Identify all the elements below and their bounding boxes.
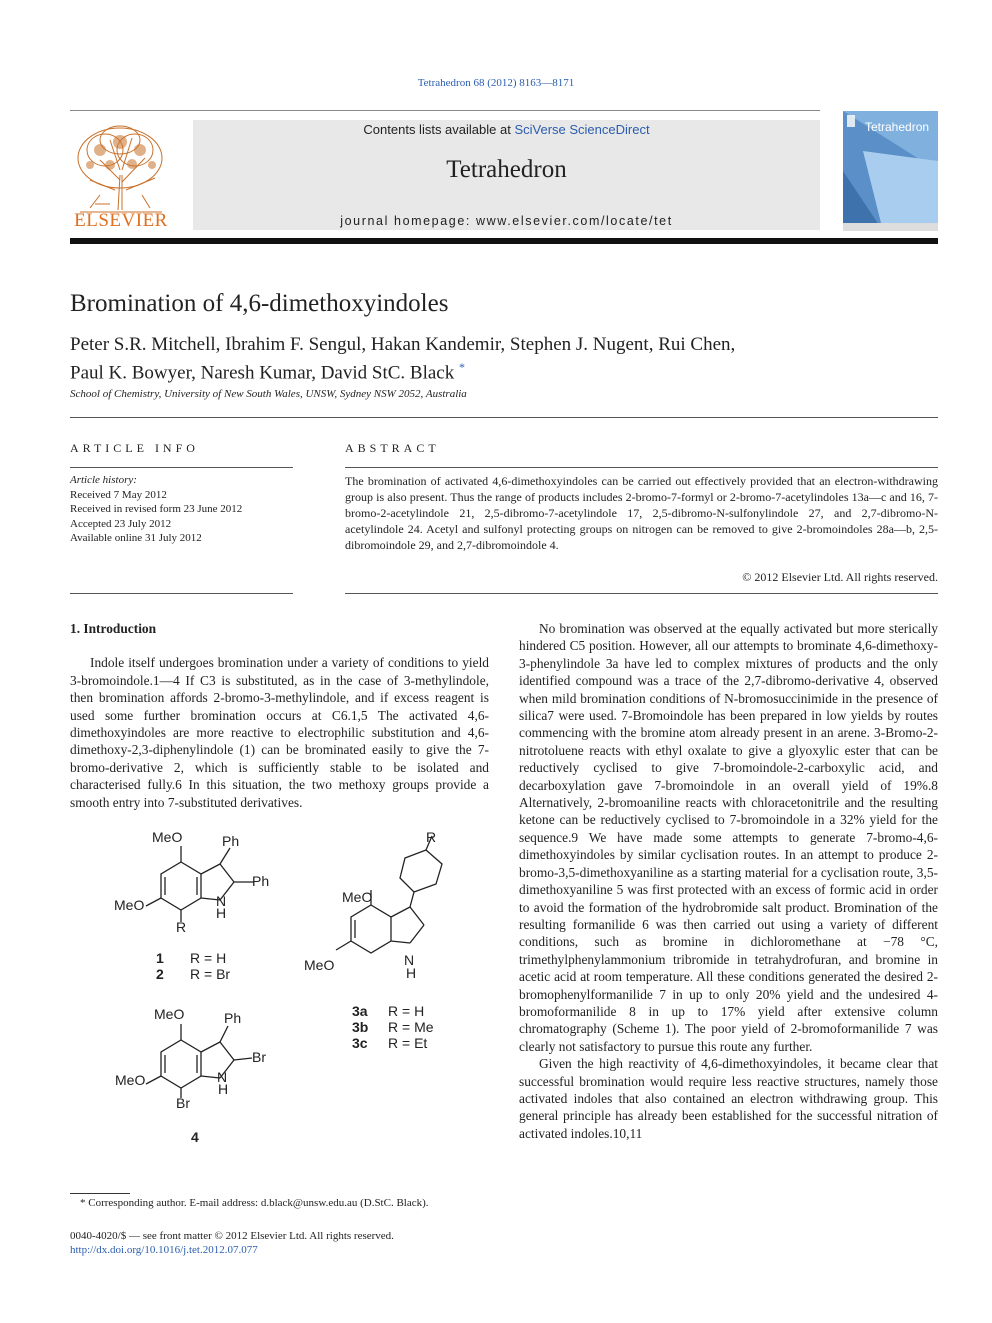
structure-4 [146, 1024, 252, 1098]
right-paragraph-2: Given the high reactivity of 4,6-dimethoxyindoles, it became clear that successful bromination would require less reactive structures, namely those activated indoles that also contained an electron withdrawing group. This general principle has already been established for the successful nitration of activated indoles.10,11 [519, 1056, 938, 1141]
s1-r: R [176, 919, 187, 935]
s1-meo-bottom: MeO [114, 897, 145, 913]
publisher-name: ELSEVIER [74, 210, 168, 231]
left-column [70, 620, 489, 811]
compound-3a-label: 3a [352, 1003, 368, 1019]
front-matter [70, 1229, 394, 1257]
history-received: Received 7 May 2012 [70, 488, 167, 501]
s4-ph: Ph [224, 1010, 242, 1026]
author-list [70, 334, 735, 384]
compound-3b-label: 3b [352, 1019, 369, 1035]
journal-homepage[interactable]: journal homepage: www.elsevier.com/locate/tet [340, 214, 673, 228]
s3-r: R [426, 829, 437, 845]
journal-cover [843, 111, 938, 231]
article-info-bottom-rule [70, 593, 293, 594]
s3-h: H [406, 965, 417, 981]
s4-meo-top: MeO [154, 1006, 185, 1022]
journal-title: Tetrahedron [446, 156, 567, 183]
contents-line [193, 122, 820, 137]
abstract-copyright: © 2012 Elsevier Ltd. All rights reserved. [742, 570, 938, 584]
authors-line-1: Peter S.R. Mitchell, Ibrahim F. Sengul, Hakan Kandemir, Stephen J. Nugent, Rui Chen, [70, 334, 736, 355]
authors-line-2: Paul K. Bowyer, Naresh Kumar, David StC. Black [70, 362, 455, 384]
contents-prefix: Contents lists available at [363, 122, 511, 137]
structure-1-2 [146, 846, 254, 922]
intro-paragraph: Indole itself undergoes bromination under a variety of conditions to yield 3-bromoindole.1—4 If C3 is substituted, as in the case of 3-methylindole, then bromination affords 2-bromo-3-methylindole, and if excess reagent is used some further bromination occurs at C6.1,5 The activated 4,6-dimethoxyindoles are more reactive to electrophilic substitution and 4,6-dimethoxy-2,3-diphenylindole (1) can be brominated easily to give the 7-bromo-derivative 2, which is sufficiently stable to be isolated and characterised fully.6 In this situation, the two methoxy groups provide a smooth entry into 7-substituted derivatives. [70, 655, 489, 810]
article-info-heading: ARTICLE INFO [70, 441, 199, 455]
cover-title: Tetrahedron [865, 120, 930, 134]
s4-br-7: Br [176, 1095, 190, 1111]
corresponding-author-footnote: * Corresponding author. E-mail address: d.black@unsw.edu.au (D.StC. Black). [80, 1197, 429, 1209]
doi-link[interactable]: http://dx.doi.org/10.1016/j.tet.2012.07.077 [70, 1244, 258, 1256]
issn-line: 0040-4020/$ — see front matter © 2012 Elsevier Ltd. All rights reserved. [70, 1230, 394, 1242]
right-paragraph-1: No bromination was observed at the equally activated but more sterically hindered C5 position. However, all our attempts to brominate 4,6-dimethoxy-3-phenylindole 3a have led to complex mixtures of products and the only identified compound was a trace of the 2,7-dibromo-derivative 4, observed when mild bromination conditions of N-bromosuccinimide in the presence of silica7 were used. 7-Bromoindole has been prepared in low yields by routes commencing with the bromine atom already present in an arene. 3-Bromo-2-nitrotoluene reacts with ethyl oxalate to give a glyoxylic ester that can be reductively cyclised to give 7-bromoindole-2-carboxylic acid, and decarboxylation gave 7-bromoindole in an overall yield of 19%.8 Alternatively, 2-bromoaniline reacts with chloracetonitrile and the resulting ketone can be reductively cyclised to 7-bromoindole in a 32% yield for the sequence.9 We have made some attempts to generate 7-bromo-4,6-dimethoxyindoles by similar cyclisation routes. In an attempt to produce 2-bromo-3,5-dimethoxyaniline as a starting material for a cyclisation route, 3,5-dimethoxyaniline 5 was first protected with an excess of formic acid in order to avoid the formation of the hydrobromide salt product. Bromination of the resulting formanilide 6 was then carried out using a variety of different conditions, such as bromine in dichloromethane at −78 °C, trimethylphenylammonium tribromide in tetrahydrofuran, and bromine in acetic acid at room temperature. All these conditions generated the desired 2-bromophenylformanilide 7 in up to only 20% yield and the undesired 4-bromoformanilide 8 in up to 17% yield after extensive column chromatography (Scheme 1). The poor yield of 2-bromoformanilide 7 was clearly not satisfactory to pursue this route any further. [519, 621, 938, 1054]
journal-masthead [193, 120, 820, 230]
compound-3c-label: 3c [352, 1035, 368, 1051]
abstract-text: The bromination of activated 4,6-dimethoxyindoles can be carried out effectively provided that an electron-withdrawing group is also present. Thus the range of products includes 2-bromo-7-formyl or 2-bromo-7-acetylindoles 13a—c and 16, 7-bromo-2-acetylindole 21, 2,5-dibromo-7-acetylindole 17, 2,5-dibromo-N-sulfonylindole 27, and 2,7-dibromo-N-acetylindole 24. Acetyl and sulfonyl protecting groups on nitrogen can be removed to give 2-bromoindoles 28a—b, 2,5-dibromoindole 29, and 2,7-dibromoindole 4. [345, 474, 938, 552]
sciencedirect-link[interactable]: SciVerse ScienceDirect [514, 122, 650, 137]
right-column [519, 620, 938, 1142]
abstract-rule [345, 467, 938, 468]
article-title: Bromination of 4,6-dimethoxyindoles [70, 290, 449, 317]
elsevier-logo [70, 120, 172, 232]
s4-n: N [217, 1069, 228, 1085]
chemical-structures [70, 820, 510, 1150]
compound-4-label: 4 [191, 1129, 199, 1145]
s3-meo-top: MeO [342, 889, 373, 905]
article-history [70, 473, 242, 546]
affiliation: School of Chemistry, University of New South Wales, UNSW, Sydney NSW 2052, Australia [70, 388, 467, 400]
s4-br-2: Br [252, 1049, 266, 1065]
article-info-rule [70, 467, 293, 468]
compound-2-label: 2 [156, 966, 164, 982]
corresponding-author-mark[interactable]: * [458, 360, 465, 374]
history-accepted: Accepted 23 July 2012 [70, 517, 172, 530]
s4-meo-bottom: MeO [115, 1072, 146, 1088]
structures-drawing [70, 820, 510, 1150]
compound-1-r: R = H [190, 950, 227, 966]
compound-3a-r: R = H [388, 1003, 425, 1019]
affiliation-rule [70, 417, 938, 418]
s3-n: N [404, 952, 415, 968]
compound-2-r: R = Br [190, 966, 231, 982]
s4-h: H [218, 1081, 229, 1097]
section-heading-introduction: 1. Introduction [70, 621, 157, 636]
history-label: Article history: [70, 474, 137, 486]
header-rule [70, 110, 820, 111]
compound-1-label: 1 [156, 950, 164, 966]
journal-citation[interactable]: Tetrahedron 68 (2012) 8163—8171 [417, 77, 575, 89]
s1-ph-2: Ph [252, 873, 270, 889]
s3-meo-bottom: MeO [304, 957, 335, 973]
history-online: Available online 31 July 2012 [70, 532, 202, 544]
compound-3c-r: R = Et [388, 1035, 428, 1051]
history-revised: Received in revised form 23 June 2012 [70, 503, 243, 515]
s1-n: N [216, 893, 227, 909]
s1-h: H [216, 905, 227, 921]
abstract-heading: ABSTRACT [345, 441, 440, 455]
s1-ph-3: Ph [222, 833, 240, 849]
footnote-rule [70, 1193, 130, 1194]
abstract-bottom-rule [345, 593, 938, 594]
s1-meo-top: MeO [152, 829, 183, 845]
compound-3b-r: R = Me [388, 1019, 434, 1035]
masthead-thick-rule [70, 238, 938, 244]
